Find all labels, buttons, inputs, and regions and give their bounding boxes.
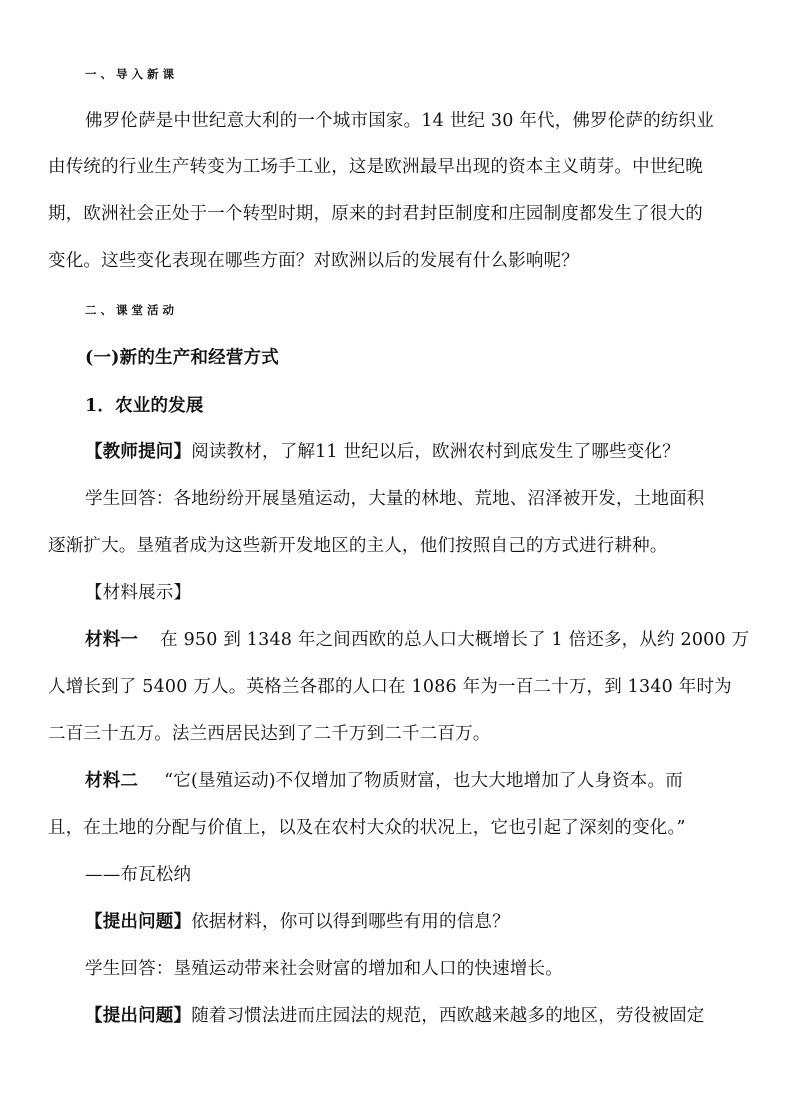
material-1-line-2: 人增长到了 5400 万人。英格兰各郡的人口在 1086 年为一百二十万，到 1340 年时为 bbox=[48, 677, 732, 697]
question-1-text: 依据材料，你可以得到哪些有用的信息？ bbox=[191, 912, 510, 932]
teacher-question-text: 阅读教材，了解11 世纪以后，欧洲农村到底发生了哪些变化？ bbox=[191, 442, 680, 462]
intro-paragraph-line-2: 由传统的行业生产转变为工场手工业，这是欧洲最早出现的资本主义萌芽。中世纪晚 bbox=[48, 157, 703, 177]
student-answer-1-line-2: 逐渐扩大。垦殖者成为这些新开发地区的主人，他们按照自己的方式进行耕种。 bbox=[48, 536, 668, 556]
teacher-question-tag: 【教师提问】 bbox=[85, 442, 192, 462]
student-answer-1-line-1: 学生回答：各地纷纷开展垦殖运动，大量的林地、荒地、沼泽被开发，土地面积 bbox=[85, 489, 705, 509]
question-2 bbox=[85, 1004, 705, 1028]
question-2-text: 随着习惯法进而庄园法的规范，西欧越来越多的地区，劳役被固定 bbox=[191, 1006, 705, 1026]
teacher-question bbox=[85, 440, 680, 464]
section-heading-activity: 二、课堂活动 bbox=[85, 303, 178, 317]
material-1-label: 材料一 bbox=[85, 630, 139, 650]
material-2-label: 材料二 bbox=[85, 771, 139, 791]
material-2-line-1 bbox=[85, 769, 683, 793]
material-1-line-3: 二百三十五万。法兰西居民达到了二千万到二千二百万。 bbox=[48, 724, 491, 744]
student-answer-2: 学生回答：垦殖运动带来社会财富的增加和人口的快速增长。 bbox=[85, 959, 563, 979]
intro-paragraph-line-3: 期，欧洲社会正处于一个转型时期，原来的封君封臣制度和庄园制度都发生了很大的 bbox=[48, 204, 703, 224]
material-1-line-1 bbox=[85, 628, 749, 652]
material-1-text: 在 950 到 1348 年之间西欧的总人口大概增长了 1 倍还多，从约 2000 万 bbox=[160, 630, 750, 650]
material-2-line-2: 且，在土地的分配与价值上，以及在农村大众的状况上，它也引起了深刻的变化。” bbox=[48, 818, 686, 838]
section-heading-intro: 一、导入新课 bbox=[85, 67, 178, 81]
subheading-agriculture: 1．农业的发展 bbox=[85, 396, 204, 416]
material-2-source: ——布瓦松纳 bbox=[85, 865, 192, 885]
question-1-tag: 【提出问题】 bbox=[85, 912, 192, 932]
question-2-tag: 【提出问题】 bbox=[85, 1006, 192, 1026]
intro-paragraph-line-1: 佛罗伦萨是中世纪意大利的一个城市国家。14 世纪 30 年代，佛罗伦萨的纺织业 bbox=[85, 111, 715, 131]
subheading-production: (一)新的生产和经营方式 bbox=[85, 348, 279, 368]
material-2-text: “它(垦殖运动)不仅增加了物质财富，也大大地增加了人身资本。而 bbox=[164, 771, 683, 791]
intro-paragraph-line-4: 变化。这些变化表现在哪些方面？对欧洲以后的发展有什么影响呢？ bbox=[48, 251, 579, 271]
question-1 bbox=[85, 910, 510, 934]
material-show-tag: 【材料展示】 bbox=[85, 583, 192, 603]
